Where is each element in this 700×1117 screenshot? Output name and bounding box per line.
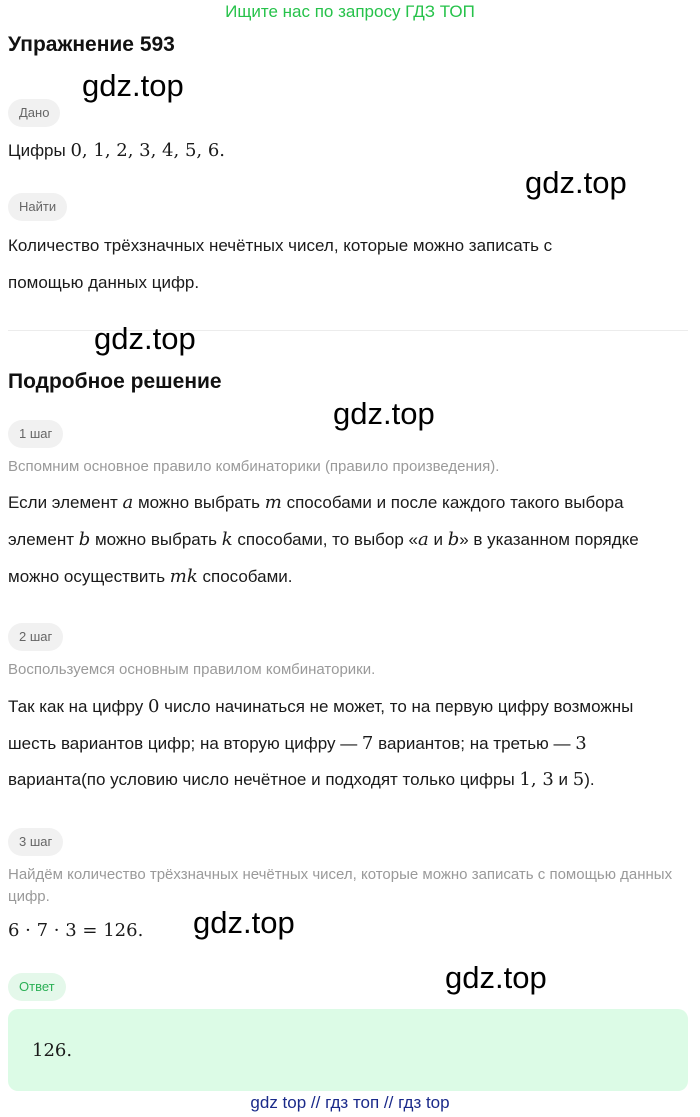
text-fragment: варианта(по условию число нечётное и подходят только цифры: [8, 770, 520, 789]
step-1-line-3: [8, 558, 293, 595]
step-1-line-2: [8, 521, 639, 558]
text-fragment: 1, 3: [519, 769, 554, 790]
text-fragment: 5: [572, 769, 585, 790]
text-fragment: способами.: [197, 567, 293, 586]
text-fragment: » в указанном порядке: [459, 530, 639, 549]
step-3-badge: 3 шаг: [8, 828, 63, 856]
text-fragment: Так как на цифру: [8, 697, 148, 716]
step-1-badge: 1 шаг: [8, 420, 63, 448]
watermark: gdz.top: [525, 165, 627, 200]
watermark: gdz.top: [82, 68, 184, 103]
text-fragment: b: [78, 529, 91, 550]
text-fragment: b: [447, 529, 460, 550]
given-prefix: Цифры: [8, 141, 71, 160]
watermark: gdz.top: [94, 321, 196, 356]
text-fragment: и: [428, 530, 448, 549]
watermark: gdz.top: [445, 960, 547, 995]
text-fragment: шесть вариантов цифр; на вторую цифру —: [8, 734, 362, 753]
find-text-line-1: Количество трёхзначных нечётных чисел, которые можно записать с: [8, 236, 553, 255]
watermark: gdz.top: [333, 396, 435, 431]
given-text: [8, 132, 225, 169]
step-2-line-2: [8, 725, 587, 762]
text-fragment: способами, то выбор «: [232, 530, 418, 549]
text-fragment: a: [122, 492, 134, 513]
find-badge: Найти: [8, 193, 67, 221]
text-fragment: можно осуществить: [8, 567, 170, 586]
given-badge: Дано: [8, 99, 60, 127]
text-fragment: число начинаться не может, то на первую цифру возможны: [159, 697, 634, 716]
text-fragment: элемент: [8, 530, 79, 549]
page-title: Упражнение 593: [8, 33, 175, 56]
answer-value: 126.: [32, 1040, 73, 1061]
text-fragment: m: [264, 492, 282, 513]
step-2-hint: Воспользуемся основным правилом комбинаторики.: [8, 661, 376, 678]
answer-badge: Ответ: [8, 973, 66, 1001]
text-fragment: можно выбрать: [133, 493, 265, 512]
given-digits: 0, 1, 2, 3, 4, 5, 6.: [70, 140, 226, 161]
step-3-hint: Найдём количество трёхзначных нечётных чисел, которые можно записать с помощью данных цифр.: [8, 866, 673, 905]
text-fragment: способами и после каждого такого выбора: [281, 493, 624, 512]
step-2-line-1: [8, 688, 633, 725]
text-fragment: вариантов; на третью —: [373, 734, 576, 753]
step-1-line-1: [8, 484, 624, 521]
step-1-hint: Вспомним основное правило комбинаторики (правило произведения).: [8, 458, 500, 475]
text-fragment: 7: [361, 733, 374, 754]
text-fragment: можно выбрать: [90, 530, 222, 549]
text-fragment: mk: [169, 566, 198, 587]
text-fragment: a: [418, 529, 429, 550]
watermark: gdz.top: [193, 905, 295, 940]
text-fragment: и: [553, 770, 573, 789]
find-text-line-2: помощью данных цифр.: [8, 273, 200, 292]
footer-links[interactable]: gdz top // гдз топ // гдз top: [250, 1093, 450, 1112]
search-banner[interactable]: Ищите нас по запросу ГДЗ ТОП: [225, 2, 475, 21]
step-3-formula: 6 · 7 · 3 = 126.: [8, 920, 144, 941]
text-fragment: 0: [147, 696, 160, 717]
text-fragment: 3: [575, 733, 587, 754]
step-2-line-3: [8, 761, 595, 798]
text-fragment: k: [221, 529, 233, 550]
text-fragment: Если элемент: [8, 493, 123, 512]
solution-title: Подробное решение: [8, 370, 222, 393]
answer-box: [8, 1009, 688, 1091]
step-2-badge: 2 шаг: [8, 623, 63, 651]
text-fragment: ).: [584, 770, 595, 789]
